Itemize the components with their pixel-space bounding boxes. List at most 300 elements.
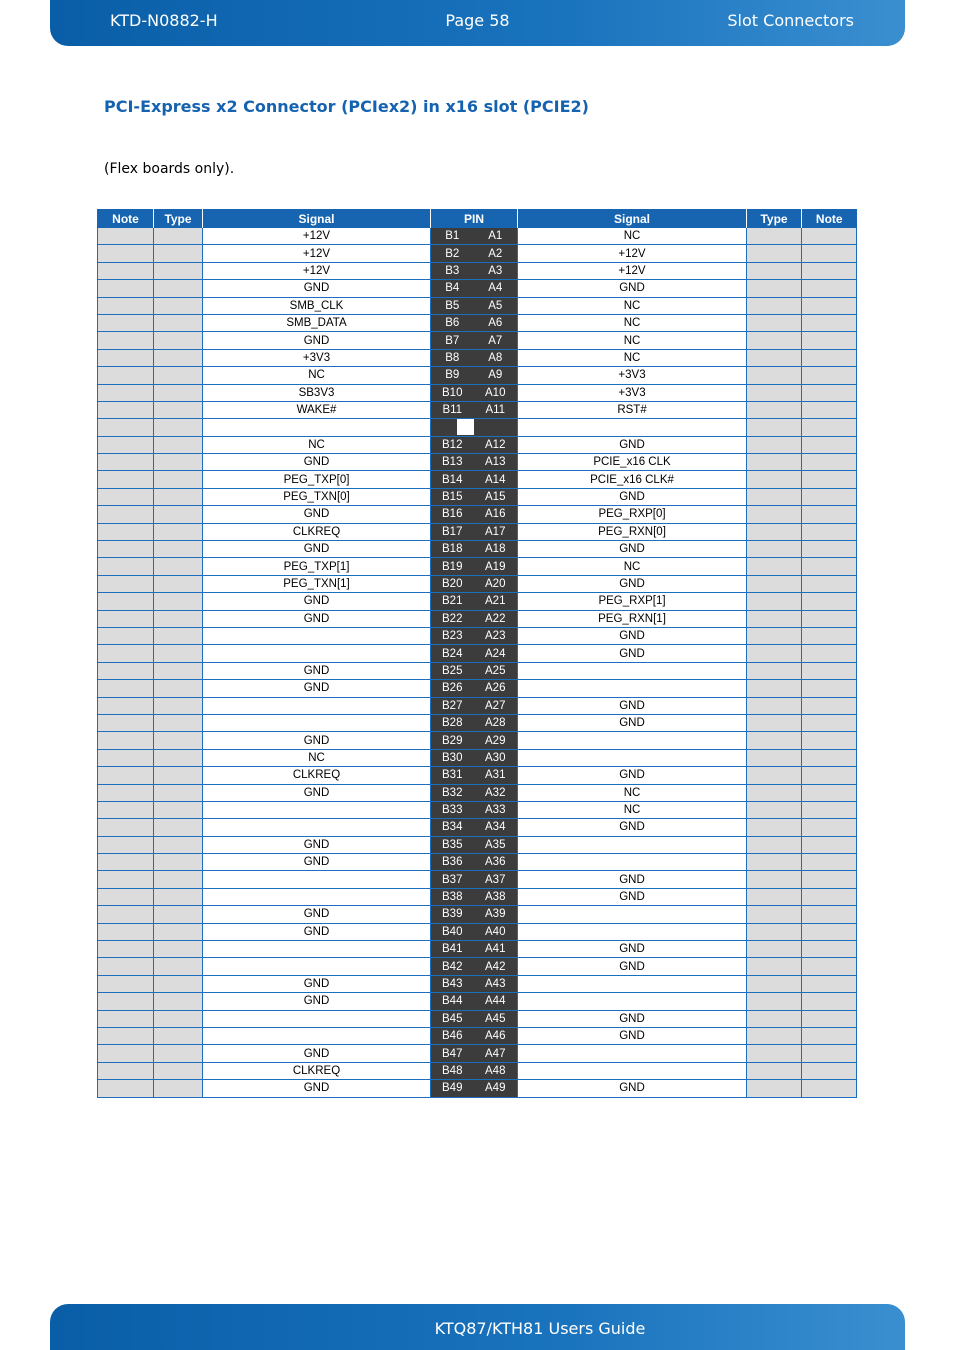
note-cell [802,314,857,331]
pin-a-cell: A46 [474,1027,518,1044]
signal-b-cell: GND [203,280,431,297]
signal-b-cell [203,801,431,818]
signal-a-cell: GND [518,697,747,714]
key-row [98,419,857,436]
pin-b-cell: B41 [431,941,474,958]
signal-a-cell [518,923,747,940]
pin-a-cell: A48 [474,1062,518,1079]
note-cell [98,645,154,662]
note-cell [802,349,857,366]
type-cell [747,558,802,575]
pin-a-cell: A22 [474,610,518,627]
note-cell [98,332,154,349]
note-cell [802,749,857,766]
signal-a-cell [518,749,747,766]
signal-a-cell [518,854,747,871]
pin-a-cell: A7 [474,332,518,349]
note-cell [98,680,154,697]
signal-b-cell: +12V [203,228,431,245]
note-cell [98,245,154,262]
type-cell [747,1080,802,1097]
flex-note: (Flex boards only). [104,161,235,177]
pin-b-cell: B42 [431,958,474,975]
type-cell [154,575,203,592]
type-cell [154,332,203,349]
note-cell [802,401,857,418]
signal-b-cell: PEG_TXN[1] [203,575,431,592]
table-row [98,836,857,853]
col-pin: PIN [431,209,518,228]
type-cell [747,680,802,697]
type-cell [154,784,203,801]
type-cell [154,541,203,558]
signal-a-cell: GND [518,1027,747,1044]
pin-a-cell [474,419,518,436]
pin-a-cell: A13 [474,454,518,471]
type-cell [747,975,802,992]
note-cell [802,1080,857,1097]
note-cell [802,593,857,610]
pin-b-cell: B1 [431,228,474,245]
note-cell [802,332,857,349]
pin-a-cell: A1 [474,228,518,245]
table-row [98,923,857,940]
type-cell [747,627,802,644]
note-cell [98,488,154,505]
type-cell [747,923,802,940]
table-row [98,627,857,644]
pin-a-cell: A43 [474,975,518,992]
type-cell [154,662,203,679]
signal-b-cell [203,958,431,975]
doc-id: KTD-N0882-H [110,11,218,30]
note-cell [98,784,154,801]
pin-b-cell: B4 [431,280,474,297]
signal-b-cell: GND [203,854,431,871]
pin-a-cell: A11 [474,401,518,418]
page-header [50,0,905,46]
signal-a-cell: PEG_RXP[0] [518,506,747,523]
type-cell [747,1010,802,1027]
pin-b-cell: B8 [431,349,474,366]
type-cell [154,245,203,262]
type-cell [154,1062,203,1079]
pin-b-cell: B19 [431,558,474,575]
signal-b-cell: GND [203,906,431,923]
pin-a-cell: A34 [474,819,518,836]
signal-a-cell: +12V [518,262,747,279]
table-row [98,1010,857,1027]
type-cell [154,523,203,540]
type-cell [154,367,203,384]
note-cell [98,923,154,940]
type-cell [747,367,802,384]
pin-b-cell: B26 [431,680,474,697]
signal-b-cell: GND [203,1080,431,1097]
note-cell [802,801,857,818]
pin-table [97,209,857,1098]
table-row [98,436,857,453]
note-cell [802,506,857,523]
table-row [98,454,857,471]
type-cell [154,714,203,731]
table-row [98,610,857,627]
type-cell [154,1045,203,1062]
pin-b-cell: B27 [431,697,474,714]
pin-b-cell: B22 [431,610,474,627]
table-row [98,401,857,418]
type-cell [747,488,802,505]
table-row [98,871,857,888]
page-footer [50,1304,905,1350]
pin-a-cell: A33 [474,801,518,818]
table-row [98,384,857,401]
pin-b-cell: B36 [431,854,474,871]
signal-a-cell: NC [518,314,747,331]
type-cell [154,697,203,714]
type-cell [747,1062,802,1079]
signal-a-cell [518,1045,747,1062]
pin-a-cell: A28 [474,714,518,731]
pin-b-cell: B39 [431,906,474,923]
signal-b-cell: CLKREQ [203,523,431,540]
signal-a-cell: GND [518,714,747,731]
note-cell [98,697,154,714]
table-row [98,749,857,766]
note-cell [802,906,857,923]
signal-a-cell: GND [518,436,747,453]
type-cell [747,349,802,366]
type-cell [154,680,203,697]
signal-b-cell: GND [203,454,431,471]
pin-a-cell: A41 [474,941,518,958]
signal-b-cell: GND [203,662,431,679]
table-row [98,245,857,262]
pin-b-cell: B47 [431,1045,474,1062]
pin-b-cell: B14 [431,471,474,488]
type-cell [747,471,802,488]
pin-b-cell: B15 [431,488,474,505]
signal-a-cell [518,975,747,992]
note-cell [802,541,857,558]
type-cell [154,749,203,766]
signal-a-cell [518,993,747,1010]
note-cell [98,419,154,436]
pin-b-cell: B38 [431,888,474,905]
signal-a-cell: +3V3 [518,367,747,384]
pin-a-cell: A29 [474,732,518,749]
pin-a-cell: A17 [474,523,518,540]
pin-b-cell: B29 [431,732,474,749]
type-cell [747,854,802,871]
type-cell [154,314,203,331]
table-row [98,854,857,871]
note-cell [802,941,857,958]
note-cell [802,975,857,992]
type-cell [154,801,203,818]
table-row [98,262,857,279]
signal-b-cell: GND [203,923,431,940]
pin-a-cell: A30 [474,749,518,766]
type-cell [747,784,802,801]
pin-a-cell: A16 [474,506,518,523]
note-cell [98,506,154,523]
type-cell [154,923,203,940]
pin-b-cell: B31 [431,767,474,784]
signal-a-cell: RST# [518,401,747,418]
table-row [98,1045,857,1062]
col-signal-left: Signal [203,209,431,228]
pin-a-cell: A10 [474,384,518,401]
pin-a-cell: A32 [474,784,518,801]
note-cell [802,645,857,662]
signal-b-cell: PEG_TXN[0] [203,488,431,505]
note-cell [802,958,857,975]
table-row [98,558,857,575]
note-cell [802,819,857,836]
note-cell [98,575,154,592]
type-cell [154,627,203,644]
table-row [98,523,857,540]
note-cell [802,836,857,853]
table-row [98,593,857,610]
type-cell [154,471,203,488]
signal-a-cell: PCIE_x16 CLK [518,454,747,471]
type-cell [747,280,802,297]
pin-b-cell: B16 [431,506,474,523]
pin-a-cell: A35 [474,836,518,853]
pin-a-cell: A37 [474,871,518,888]
type-cell [747,384,802,401]
pin-b-cell: B13 [431,454,474,471]
note-cell [98,558,154,575]
signal-a-cell: NC [518,297,747,314]
table-row [98,367,857,384]
note-cell [98,454,154,471]
type-cell [747,523,802,540]
table-row [98,680,857,697]
table-row [98,1062,857,1079]
type-cell [747,454,802,471]
pin-b-cell: B45 [431,1010,474,1027]
note-cell [802,662,857,679]
pin-a-cell: A19 [474,558,518,575]
table-row [98,488,857,505]
note-cell [802,471,857,488]
table-row [98,714,857,731]
pin-b-cell: B20 [431,575,474,592]
pin-b-cell: B18 [431,541,474,558]
note-cell [98,714,154,731]
pin-a-cell: A23 [474,627,518,644]
signal-a-cell [518,906,747,923]
signal-b-cell: CLKREQ [203,767,431,784]
signal-a-cell [518,1062,747,1079]
pin-b-cell: B32 [431,784,474,801]
signal-b-cell: GND [203,1045,431,1062]
type-cell [747,1045,802,1062]
pin-b-cell: B5 [431,297,474,314]
note-cell [802,558,857,575]
type-cell [747,228,802,245]
type-cell [747,888,802,905]
type-cell [747,401,802,418]
note-cell [98,541,154,558]
signal-b-cell [203,941,431,958]
note-cell [98,1027,154,1044]
type-cell [747,575,802,592]
type-cell [154,854,203,871]
signal-a-cell: NC [518,801,747,818]
pin-a-cell: A44 [474,993,518,1010]
signal-b-cell: GND [203,680,431,697]
type-cell [154,401,203,418]
signal-a-cell [518,732,747,749]
type-cell [154,610,203,627]
type-cell [747,697,802,714]
table-row [98,732,857,749]
note-cell [98,349,154,366]
type-cell [747,436,802,453]
note-cell [802,1062,857,1079]
pin-a-cell: A4 [474,280,518,297]
pin-b-cell: B9 [431,367,474,384]
pin-a-cell: A38 [474,888,518,905]
pin-b-cell: B25 [431,662,474,679]
type-cell [747,801,802,818]
signal-a-cell: GND [518,627,747,644]
pin-b-cell: B28 [431,714,474,731]
pin-a-cell: A39 [474,906,518,923]
type-cell [154,384,203,401]
signal-a-cell: GND [518,767,747,784]
type-cell [154,993,203,1010]
table-row [98,314,857,331]
type-cell [154,436,203,453]
note-cell [802,854,857,871]
note-cell [802,297,857,314]
pin-a-cell: A31 [474,767,518,784]
table-row [98,662,857,679]
type-cell [154,871,203,888]
pin-b-cell: B24 [431,645,474,662]
note-cell [802,923,857,940]
type-cell [747,906,802,923]
note-cell [802,680,857,697]
note-cell [802,714,857,731]
pin-b-cell [431,419,474,436]
type-cell [154,1027,203,1044]
pin-b-cell: B34 [431,819,474,836]
note-cell [98,836,154,853]
signal-b-cell: NC [203,436,431,453]
note-cell [98,1080,154,1097]
signal-b-cell [203,645,431,662]
signal-a-cell: GND [518,819,747,836]
signal-a-cell: NC [518,349,747,366]
section-title: PCI-Express x2 Connector (PCIex2) in x16 slot (PCIE2) [104,97,589,116]
note-cell [802,523,857,540]
table-row [98,975,857,992]
signal-b-cell [203,697,431,714]
note-cell [98,401,154,418]
note-cell [98,228,154,245]
pin-a-cell: A14 [474,471,518,488]
signal-b-cell: SMB_CLK [203,297,431,314]
type-cell [747,958,802,975]
pin-b-cell: B21 [431,593,474,610]
note-cell [802,454,857,471]
pin-b-cell: B37 [431,871,474,888]
type-cell [747,506,802,523]
pin-a-cell: A24 [474,645,518,662]
guide-title: KTQ87/KTH81 Users Guide [434,1319,646,1338]
type-cell [747,767,802,784]
note-cell [802,419,857,436]
note-cell [98,888,154,905]
note-cell [802,436,857,453]
note-cell [98,367,154,384]
signal-b-cell [203,888,431,905]
pin-a-cell: A12 [474,436,518,453]
type-cell [747,262,802,279]
note-cell [98,314,154,331]
signal-a-cell: PEG_RXN[1] [518,610,747,627]
table-row [98,993,857,1010]
pin-a-cell: A8 [474,349,518,366]
pin-table-body [98,228,857,1097]
table-row [98,819,857,836]
col-type-right: Type [747,209,802,228]
pin-a-cell: A49 [474,1080,518,1097]
note-cell [98,297,154,314]
col-signal-right: Signal [518,209,747,228]
type-cell [154,819,203,836]
note-cell [98,1045,154,1062]
note-cell [802,384,857,401]
table-row [98,471,857,488]
signal-a-cell: +12V [518,245,747,262]
table-row [98,541,857,558]
table-row [98,958,857,975]
pin-b-cell: B11 [431,401,474,418]
pin-b-cell: B30 [431,749,474,766]
table-row [98,784,857,801]
pin-b-cell: B35 [431,836,474,853]
pin-a-cell: A9 [474,367,518,384]
type-cell [154,1010,203,1027]
signal-b-cell: GND [203,610,431,627]
type-cell [747,714,802,731]
type-cell [747,732,802,749]
signal-b-cell: GND [203,506,431,523]
pin-b-cell: B44 [431,993,474,1010]
table-row [98,1027,857,1044]
signal-a-cell: GND [518,1010,747,1027]
note-cell [98,662,154,679]
signal-a-cell: GND [518,645,747,662]
table-row [98,888,857,905]
note-cell [802,367,857,384]
pin-a-cell: A27 [474,697,518,714]
type-cell [154,558,203,575]
pin-a-cell: A36 [474,854,518,871]
type-cell [747,332,802,349]
signal-b-cell [203,714,431,731]
type-cell [154,593,203,610]
type-cell [154,732,203,749]
signal-a-cell: NC [518,784,747,801]
